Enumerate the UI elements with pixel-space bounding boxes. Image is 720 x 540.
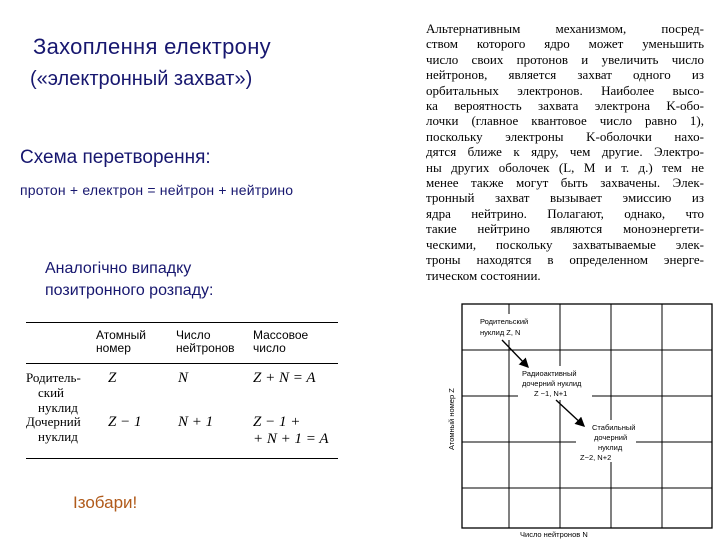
row-daughter-neutrons: N + 1 bbox=[178, 414, 214, 430]
y-axis-label: Атомный номер Z bbox=[447, 388, 456, 450]
row-daughter-label: Дочерний нуклид bbox=[26, 414, 81, 444]
stable-label-2: дочерний bbox=[594, 433, 628, 442]
analog-line-1: Аналогічно випадку bbox=[45, 260, 192, 277]
para-line: ством которого ядро может уменьшить bbox=[426, 36, 704, 52]
stable-label-1: Стабильный bbox=[592, 423, 636, 432]
title-line-1: Захоплення електрону bbox=[33, 34, 271, 59]
para-line: Альтернативным механизмом, посред- bbox=[426, 21, 704, 36]
decay-arrow-1 bbox=[502, 340, 528, 367]
title-line-2: («электронный захват») bbox=[30, 68, 253, 90]
para-line: лочки (главное квантовое число равно 1), bbox=[426, 113, 704, 129]
row-parent-mass: Z + N = A bbox=[253, 370, 316, 386]
para-line: ческими, поскольку захватываемые элек- bbox=[426, 236, 704, 252]
para-line: такие нейтрино являются моноэнергети- bbox=[426, 221, 704, 237]
radioactive-label-3: Z −1, N+1 bbox=[534, 389, 568, 398]
para-line: дятся ближе к ядру, чем другие. Электро- bbox=[426, 144, 704, 160]
isobars-note: Ізобари! bbox=[73, 493, 138, 512]
reaction-equation: протон + електрон = нейтрон + нейтрино bbox=[20, 182, 294, 198]
radioactive-label-2: дочерний нуклид bbox=[522, 379, 582, 388]
row-parent-atomic: Z bbox=[108, 370, 117, 386]
para-line: тронный захват вызывает эмиссию из bbox=[426, 190, 704, 206]
header-neutron-number: Число нейтронов bbox=[176, 328, 235, 355]
scheme-title: Схема перетворення: bbox=[20, 147, 211, 168]
parent-label-2: нуклид Z, N bbox=[480, 328, 521, 337]
para-line: тическом состоянии. bbox=[426, 267, 541, 283]
stable-label-3: нуклид bbox=[598, 443, 623, 452]
header-mass-number: Массовое число bbox=[253, 328, 309, 355]
radioactive-label-1: Радиоактивный bbox=[522, 369, 577, 378]
paragraph bbox=[426, 21, 704, 283]
header-atomic-number: Атомный номер bbox=[96, 328, 146, 355]
row-daughter-mass: Z − 1 + + N + 1 = A bbox=[253, 414, 329, 447]
para-line: менее также могут быть захвачены. Элек- bbox=[426, 175, 704, 191]
para-line: троны находятся в определенном энерге- bbox=[426, 252, 704, 268]
para-line: ядра нейтрино. Полагают, однако, что bbox=[426, 205, 704, 221]
parent-label-1: Родительский bbox=[480, 317, 529, 326]
para-line: ны других оболочек (L, M и т. д.) тем не bbox=[426, 159, 704, 175]
analog-line-2: позитронного розпаду: bbox=[45, 282, 214, 299]
row-parent-neutrons: N bbox=[178, 370, 189, 386]
row-parent-label: Родитель- ский нуклид bbox=[26, 370, 81, 415]
para-line: поскольку электроны K-оболочки нахо- bbox=[426, 128, 704, 144]
nuclide-diagram bbox=[440, 300, 715, 540]
analog-note bbox=[45, 258, 213, 302]
para-line: ка вероятность захвата электрона K-обо- bbox=[426, 98, 704, 114]
para-line: нейтронов, является захват одного из bbox=[426, 67, 704, 83]
row-daughter-atomic: Z − 1 bbox=[108, 414, 142, 430]
nuclide-table bbox=[26, 322, 338, 459]
para-line: орбитальных электронов. Наиболее высо- bbox=[426, 82, 704, 98]
stable-label-4: Z−2, N+2 bbox=[580, 453, 612, 462]
para-line: число своих протонов и увеличить число bbox=[426, 51, 704, 67]
x-axis-label: Число нейтронов N bbox=[520, 530, 588, 539]
